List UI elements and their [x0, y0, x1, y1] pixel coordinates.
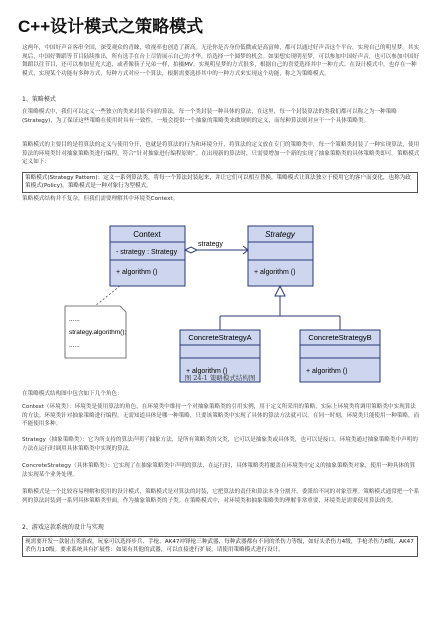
association-label: strategy: [198, 241, 223, 248]
concrete-a-name: ConcreteStrategyA: [188, 333, 252, 342]
section-heading-1: 1、策略模式: [22, 96, 56, 103]
paragraph-summary: 策略模式是一个比较容易理解和使用的设计模式，策略模式是对算法的封装，它把算法的责任和算法本身分割开，委派给不同的对象管理。策略模式通常把一个系列的算法封装到一系列具体策略类里面，作为抽象策略类的子类。在策略模式中，对环境类和抽象策略类的理解非常重要，环境类是需要使用算法的类。: [22, 489, 420, 504]
context-class-name: Context: [133, 230, 161, 239]
requirement-box: 现需要开发一款射击类游戏，玩家可以选择步兵、手枪、AK47冲锋枪三种武器，每种武器都有不同的杀伤力等级，如好头杀伤力4级，手枪杀伤力8级，AK47杀伤力10级。要求系统具有扩展性：如果有其他的武器，可以直接进行扩展，请使用策略模式进行设计。: [22, 536, 418, 557]
paragraph-structure: 策略模式结构并不复杂，但我们需要理解其中环境类Context。: [22, 196, 179, 202]
paragraph-strategy-intro: 在策略模式中，我们可以定义一些独立的类来封装不同的算法，每一个类封装一种具体的算法，在这里，每一个封装算法的类我们都可以称之为一种策略(Strategy)，为了保证这些策略在使用时具有一致性，一般会提供一个抽象的策略类来做规则的定义，而每种算法则对应于一个具体策略类。: [22, 109, 397, 124]
context-operation: + algorithm (): [116, 269, 158, 276]
note-line-2: strategy.algorithm();: [69, 329, 127, 336]
strategy-operation: + algorithm (): [254, 269, 296, 276]
note-line-1: ......: [69, 316, 80, 323]
paragraph-strategy-purpose: 策略模式的主要目的是将算法的定义与使用分开，也就是将算法的行为和环境分开，将算法的定义放在专门的策略类中，每一个策略类封装了一种实现算法，使用算法的环境类针对抽象策略类进行编程，符合“针对抽象进行编程原则”。在出现新的算法时，只需要增加一个新的实现了抽象策略类的具体策略类即可。策略模式定义如下：: [22, 142, 420, 166]
note-line-3: ......: [69, 342, 80, 349]
paragraph-roles: 在策略模式结构图中包含如下几个角色：: [22, 391, 123, 397]
paragraph-context-role: Context（环境类）：环境类是使用算法的角色，在环境类中维持一个对抽象策略类的引用实例，用于定义所采用的策略，实际上环境类将调用策略类中实现算法的方法。环境类针对抽象策略进行编程，无需知道具体是哪一种策略，只要该策略类中实现了具体的算法方法就可以。在同一时刻，环境类只能使用一种策略，而不能使用多种。: [22, 404, 420, 428]
association-line: [185, 241, 248, 254]
concrete-b-operation: + algorithm (): [306, 368, 348, 375]
page-title: C++设计模式之策略模式: [18, 17, 204, 36]
paragraph-strategy-role: Strategy（抽象策略类）：它为所支持的算法声明了抽象方法，是所有策略类的父类，它可以是抽象类或具体类，也可以是接口。环境类通过抽象策略类中声明的方法在运行时调用具体策略类中实现的算法。: [22, 437, 418, 452]
concrete-a-operation: + algorithm (): [186, 368, 228, 375]
intro-paragraph: 这两年，中国好声音客串全国，深受观众的青睐，收视率也创造了新高。无论你是否身份低微或是高富帅，都可以通过好声音这个平台，实现自己的明星梦。其实现后，中国好舞蹈等节目陆续推出，所有选手在台上尽情展示自己的才华，给选择一个圆梦的机会。如果想实现明星梦，可以参加中国好声音，也可以参加中国好舞蹈以往节目，还可以参加星光大道，或者像筷子兄弟一样，拍摄MV。实现明星梦的方式很多，根据自己的喜爱选择其中一种方式。在设计模式中，也存在一种模式，实现某个功能有多种方式，每种方式对应一个算法，根据需要选择其中的一种方式来实现这个功能，称之为策略模式。: [22, 45, 420, 77]
context-class: [110, 226, 185, 286]
code-note: [65, 286, 128, 358]
inheritance-lines: [220, 286, 340, 330]
strategy-class-name: Strategy: [265, 230, 295, 239]
context-attribute: - strategy : Strategy: [116, 249, 178, 256]
strategy-class: [248, 226, 313, 286]
definition-box: 策略模式(Strategy Pattern)：定义一系列算法类，将每一个算法封装起来，并让它们可以相互替换，策略模式让算法独立于使用它的客户而变化，也称为政策模式(Policy)。策略模式是一种对象行为型模式。: [22, 172, 418, 193]
section-heading-2: 2、游戏这款系统的设计与实现: [22, 524, 104, 531]
diagram-caption: 图 24-1 策略模式结构图: [184, 374, 256, 382]
concrete-b-name: ConcreteStrategyB: [308, 333, 372, 342]
uml-diagram: [60, 218, 400, 388]
paragraph-concrete-role: ConcreteStrategy（具体策略类）：它实现了在抽象策略类中声明的算法，在运行时，具体策略类将覆盖在环境类中定义的抽象策略类对象，使用一种具体的算法实现某个业务处理。: [22, 463, 416, 478]
